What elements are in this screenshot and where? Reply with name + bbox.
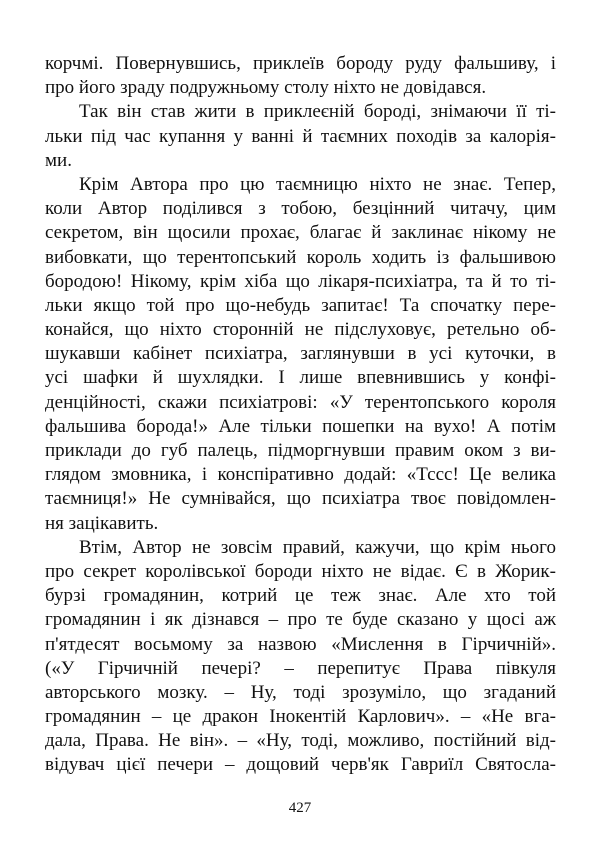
text-line: фальшива борода!» Але тільки пошепки на вухо! А потім [45, 415, 556, 437]
text-line: конайся, що ніхто сторонній не підслуховує, ретельно об- [45, 319, 556, 341]
text-line: корчмі. Повернувшись, приклеїв бороду руду фальшиву, і [45, 53, 556, 74]
page-number: 427 [288, 800, 312, 816]
body-text [45, 52, 556, 778]
text-line: ня зацікавить. [45, 512, 159, 534]
text-line: коли Автор поділився з тобою, безцінний читачу, цим [45, 198, 556, 220]
text-line: усі шафки й шухлядки. І лише впевнившись у конфі- [45, 367, 556, 389]
text-line: відувач цієї печери – дощовий черв'як Гавриїл Святосла- [45, 754, 556, 776]
text-line: вибовкати, що терентопський король ходить із фальшивою [45, 246, 556, 268]
text-line: ми. [45, 149, 72, 171]
text-line: («У Гірчичній печері? – перепитує Права півкуля [45, 657, 556, 679]
text-line: про його зраду подружньому столу ніхто не довідався. [45, 77, 487, 99]
text-line: громадянин і як дізнався – про те буде сказано у щосі аж [45, 609, 556, 631]
text-line: денційності, скажи психіатрові: «У терентопського короля [45, 391, 556, 413]
text-line: про секрет королівської бороди ніхто не відає. Є в Жорик- [45, 560, 556, 582]
text-line: приклади до губ палець, підморгнувши правим оком з ви- [45, 440, 556, 461]
text-line: Крім Автора про цю таємницю ніхто не знає. Тепер, [79, 173, 556, 195]
text-line: п'ятдесят восьмому за назвою «Мислення в Гірчичній». [45, 633, 556, 655]
text-line: бурзі громадянин, котрий це теж знає. Але хто той [45, 585, 556, 607]
text-line: льки під час купання у ванні й таємних походів за калорія- [45, 125, 556, 147]
text-line: дала, Права. Не він». – «Ну, тоді, можливо, постійний від- [45, 730, 556, 752]
text-line: громадянин – це дракон Інокентій Карлович». – «Не вга- [45, 706, 556, 728]
text-line: шукавши кабінет психіатра, заглянувши в усі куточки, в [45, 343, 556, 365]
text-line: Так він став жити в приклеєній бороді, знімаючи її ті- [79, 101, 556, 123]
text-line: глядом змовника, і конспіративно додай: «Тссс! Це велика [45, 464, 556, 486]
text-line: секретом, він щосили прохає, благає й заклинає нікому не [45, 222, 556, 244]
text-line: Втім, Автор не зовсім правий, кажучи, що крім нього [79, 536, 556, 558]
text-line: льки якщо той про що-небудь запитає! Та спочатку пере- [45, 294, 556, 316]
text-line: бородою! Нікому, крім хіба що лікаря-психіатра, та й то ті- [45, 270, 556, 292]
text-line: таємниця!» Не сумнівайся, що психіатра твоє повідомлен- [45, 488, 556, 510]
text-line: авторського мозку. – Ну, тоді зрозуміло, що згаданий [45, 681, 556, 703]
